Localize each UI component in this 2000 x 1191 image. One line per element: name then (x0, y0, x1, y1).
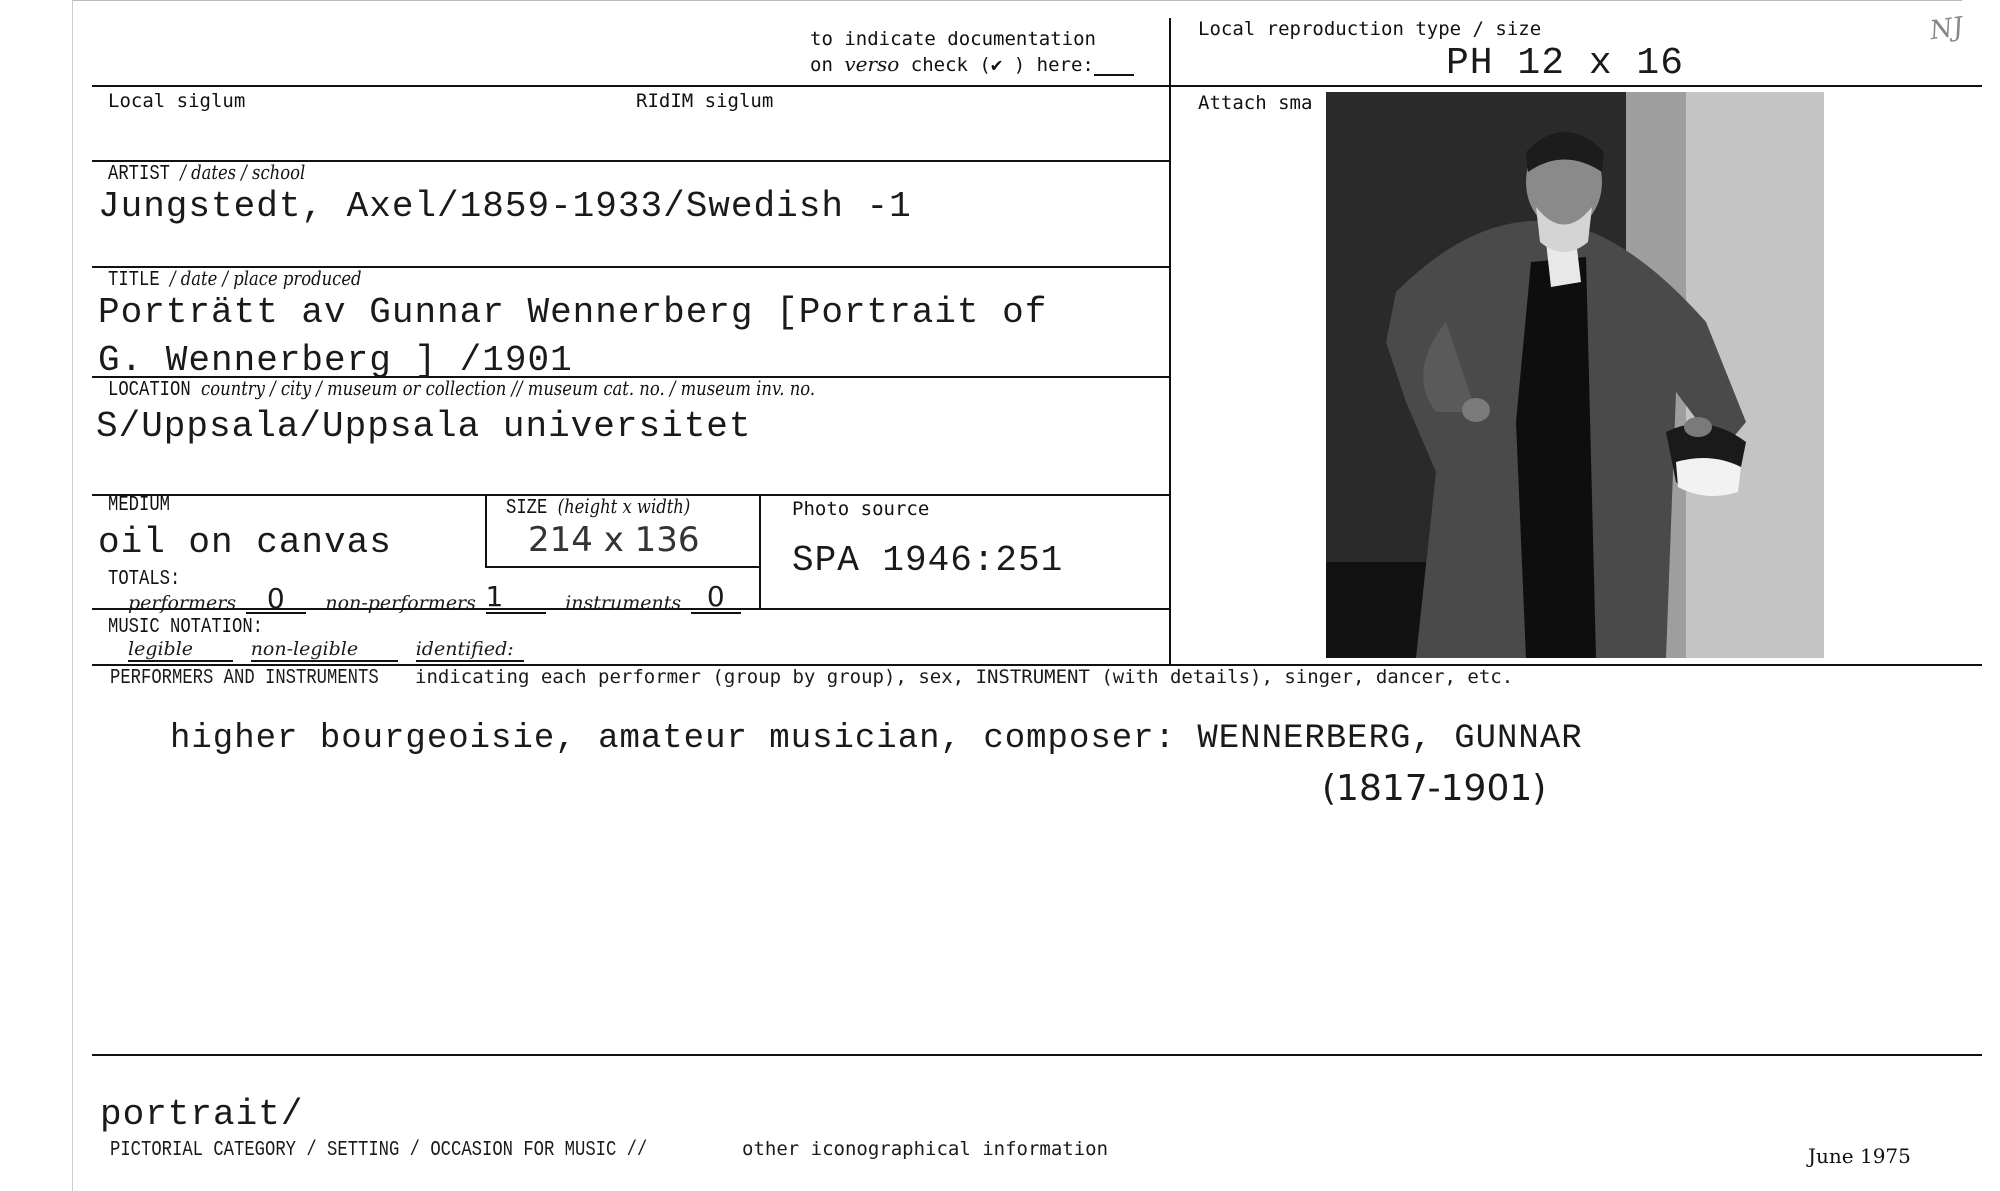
verso-text-check: check ( (910, 54, 991, 76)
artist-label-text: ARTIST (108, 163, 171, 186)
rule-size-photo-divider (759, 494, 761, 610)
rule-medium-size-divider (485, 494, 487, 568)
corner-handwritten-mark: NJ (1928, 11, 1966, 47)
attach-photo-label: Attach sma (1198, 92, 1313, 114)
location-value: S/Uppsala/Uppsala universitet (96, 406, 752, 447)
performers-value-line2: (1817-1901) (1322, 768, 1547, 809)
performers-instruments-label-rest: indicating each performer (group by group), sex, INSTRUMENT (with details), singer, dancer, etc. (415, 666, 1514, 688)
non-performers-label: non-performers (325, 592, 476, 614)
portrait-photo (1326, 92, 1824, 658)
totals-label: TOTALS: (108, 568, 181, 591)
verso-check-blank[interactable] (1094, 56, 1134, 76)
medium-value: oil on canvas (98, 522, 392, 563)
artist-label (108, 160, 305, 186)
rule-pictorial-top (92, 1054, 1982, 1056)
music-notation-row (128, 638, 524, 662)
size-label (506, 494, 690, 520)
size-label-text: SIZE (506, 497, 548, 520)
pictorial-label (110, 1138, 1108, 1162)
artist-value: Jungstedt, Axel/1859-1933/Swedish -1 (98, 186, 912, 227)
performers-instruments-label (110, 666, 1513, 690)
performers-label: performers (128, 592, 237, 614)
portrait-figure-image (1326, 92, 1824, 658)
non-performers-value: 1 (486, 586, 546, 614)
performers-value: 0 (246, 586, 306, 614)
medium-label: MEDIUM (108, 494, 171, 517)
title-value-line1: Porträtt av Gunnar Wennerberg [Portrait of (98, 292, 1048, 333)
size-value: 214 x 136 (528, 520, 700, 560)
photo-source-label: Photo source (792, 498, 930, 520)
size-label-rest: (height x width) (557, 494, 691, 518)
performers-value-line1: higher bourgeoisie, amateur musician, composer: WENNERBERG, GUNNAR (170, 720, 1583, 758)
rule-size-bottom (485, 566, 761, 568)
performers-instruments-label-text: PERFORMERS AND INSTRUMENTS (110, 667, 379, 690)
rule-siglum-top (92, 85, 1982, 87)
pictorial-label-text: PICTORIAL CATEGORY / SETTING / OCCASION FOR MUSIC // (110, 1139, 648, 1162)
verso-text-on: on (810, 54, 833, 76)
repro-type-value: PH 12 x 16 (1446, 42, 1685, 85)
verso-text-here: ) here: (1013, 54, 1094, 76)
verso-note-line1: to indicate documentation (810, 28, 1096, 50)
rule-photo-divider (1169, 18, 1171, 664)
card-top-edge (72, 0, 1962, 1)
totals-row (128, 580, 741, 615)
instruments-value: 0 (691, 586, 741, 614)
artist-label-rest: / dates / school (180, 160, 306, 184)
card-left-edge (72, 0, 73, 1191)
ridim-siglum-label: RIdIM siglum (636, 90, 774, 112)
location-label-rest: country / city / museum or collection // museum cat. no. / museum inv. no. (201, 376, 816, 400)
title-label-rest: / date / place produced (170, 266, 362, 290)
legible-label: legible (128, 638, 233, 662)
location-label (108, 376, 815, 402)
music-notation-label: MUSIC NOTATION: (108, 616, 264, 639)
pictorial-value: portrait/ (100, 1094, 304, 1135)
title-label (108, 266, 362, 292)
verso-note-line2 (810, 52, 1134, 76)
local-siglum-label: Local siglum (108, 90, 246, 112)
identified-label: identified: (416, 638, 524, 662)
title-label-text: TITLE (108, 269, 160, 292)
photo-source-value: SPA 1946:251 (792, 540, 1064, 581)
instruments-label: instruments (565, 592, 682, 614)
pictorial-label-rest: other iconographical information (742, 1138, 1109, 1160)
non-legible-label: non-legible (251, 638, 398, 662)
date-stamp: June 1975 (1808, 1144, 1911, 1168)
check-mark-icon: ✔ (990, 54, 1003, 76)
location-label-text: LOCATION (108, 379, 191, 402)
verso-text-verso: verso (844, 52, 900, 76)
repro-type-label: Local reproduction type / size (1198, 18, 1542, 40)
title-value-line2: G. Wennerberg ] /1901 (98, 340, 573, 381)
